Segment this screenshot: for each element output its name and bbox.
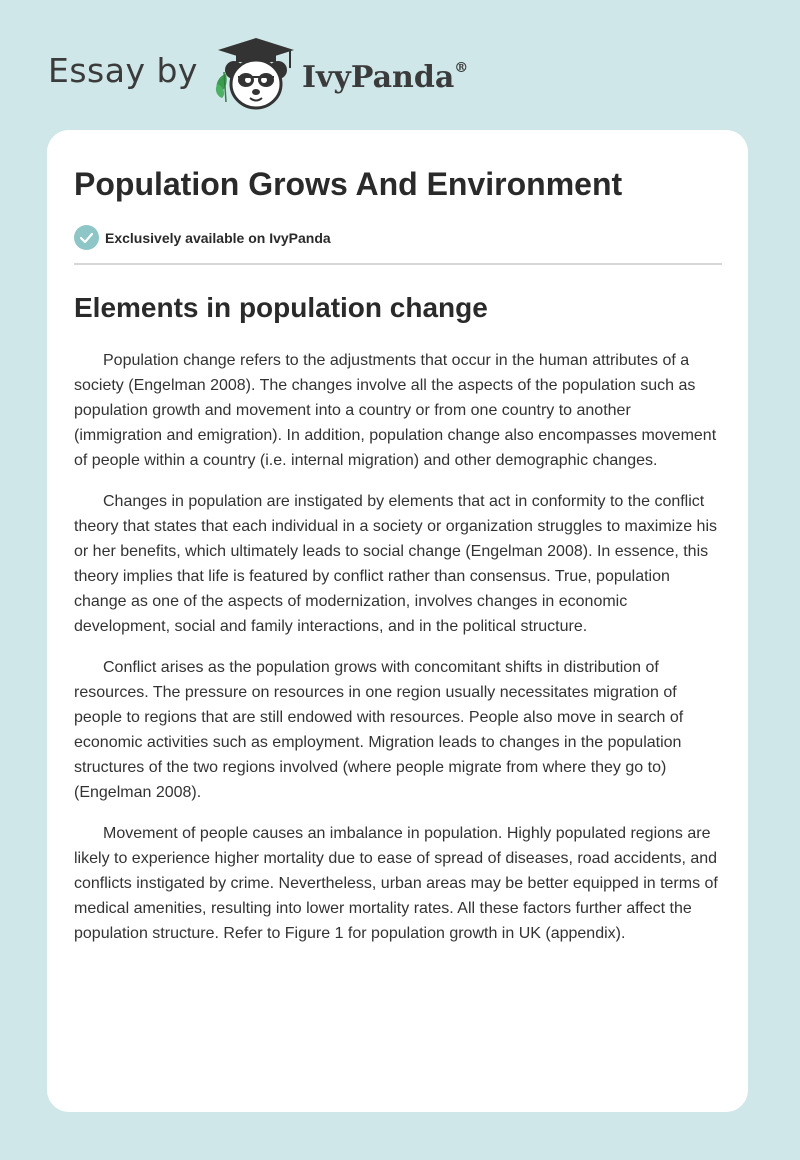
exclusive-text: Exclusively available on IvyPanda [105,229,331,246]
brand-name: IvyPanda® [301,59,469,95]
check-icon [74,225,99,250]
essay-body [74,348,722,946]
paragraph: Changes in population are instigated by elements that act in conformity to the conflict theory that states that each individual in a society or organization struggles to maximize his or her benefits, which ultimately leads to social change (Engelman 2008). In essence, this theory implies that life is featured by conflict rather than consensus. True, population change as one of the aspects of modernization, involves changes in economic development, social and family interactions, and in the political structure. [74,493,717,635]
brand-prefix: Essay by [48,50,198,90]
panda-logo-icon [212,36,298,112]
divider [74,263,722,265]
essay-card [47,130,748,1112]
page-title: Population Grows And Environment [74,166,623,202]
exclusive-badge [74,225,722,250]
brand-header[interactable] [48,34,468,114]
section-heading: Elements in population change [74,292,488,323]
paragraph: Movement of people causes an imbalance in population. Highly populated regions are likely to experience higher mortality due to ease of spread of diseases, road accidents, and conflicts instigated by crime. Nevertheless, urban areas may be better equipped in terms of medical amenities, resulting into lower mortality rates. All these factors further affect the population structure. Refer to Figure 1 for population growth in UK (appendix). [74,825,718,942]
paragraph: Population change refers to the adjustments that occur in the human attributes of a society (Engelman 2008). The changes involve all the aspects of the population such as population growth and movement into a country or from one country to another (immigration and emigration). In addition, population change also encompasses movement of people within a country (i.e. internal migration) and other demographic changes. [74,352,717,469]
paragraph: Conflict arises as the population grows with concomitant shifts in distribution of resources. The pressure on resources in one region usually necessitates migration of people to regions that are still endowed with resources. People also move in search of economic activities such as employment. Migration leads to changes in the population structures of the two regions involved (where people migrate from where they go to) (Engelman 2008). [74,659,684,801]
